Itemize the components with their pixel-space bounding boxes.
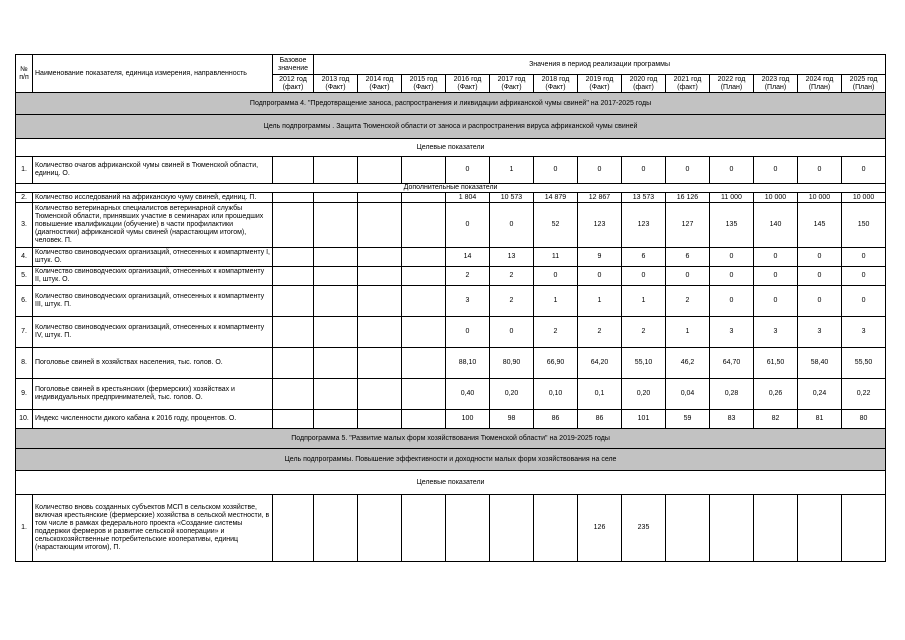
- value-cell: 0,20: [490, 379, 534, 410]
- value-cell: 2: [578, 317, 622, 348]
- value-cell: 135: [710, 203, 754, 248]
- col-base-header: Базовое значение: [273, 55, 314, 75]
- value-cell: [842, 495, 886, 562]
- value-cell: 0: [622, 157, 666, 184]
- value-cell: 0,26: [754, 379, 798, 410]
- value-cell: 0: [842, 267, 886, 286]
- value-cell: 0: [710, 157, 754, 184]
- row-number: 1.: [16, 495, 33, 562]
- value-cell: 2: [622, 317, 666, 348]
- value-cell: 11 000: [710, 193, 754, 203]
- value-cell: [402, 248, 446, 267]
- table-row: [16, 410, 886, 429]
- indicator-name: Количество свиноводческих организаций, отнесенных к компартменту IV, штук. П.: [33, 317, 273, 348]
- value-cell: 80,90: [490, 348, 534, 379]
- value-cell: [402, 286, 446, 317]
- value-cell: 11: [534, 248, 578, 267]
- value-cell: [402, 379, 446, 410]
- value-cell: [754, 495, 798, 562]
- value-cell: 98: [490, 410, 534, 429]
- value-cell: [273, 410, 314, 429]
- value-cell: 1: [622, 286, 666, 317]
- value-cell: 1 804: [446, 193, 490, 203]
- value-cell: [314, 267, 358, 286]
- value-cell: 0: [842, 248, 886, 267]
- value-cell: 0: [446, 203, 490, 248]
- value-cell: 0,24: [798, 379, 842, 410]
- value-cell: [358, 203, 402, 248]
- year-header-9: 2021 год (факт): [666, 75, 710, 93]
- value-cell: [314, 410, 358, 429]
- value-cell: 0: [754, 286, 798, 317]
- table-row: [16, 267, 886, 286]
- indicator-name: Поголовье свиней в хозяйствах населения, тыс. голов. О.: [33, 348, 273, 379]
- value-cell: [402, 157, 446, 184]
- row-number: 3.: [16, 203, 33, 248]
- value-cell: 100: [446, 410, 490, 429]
- value-cell: 0: [798, 267, 842, 286]
- value-cell: 3: [754, 317, 798, 348]
- value-cell: 86: [578, 410, 622, 429]
- value-cell: 10 000: [798, 193, 842, 203]
- value-cell: 0: [710, 248, 754, 267]
- subprogram-4-title: Подпрограмма 4. "Предотвращение заноса, распространения и ликвидации африканской чумы свиней" на 2017-2025 годы: [16, 93, 886, 115]
- value-cell: 0: [446, 157, 490, 184]
- indicators-table: [15, 54, 886, 562]
- value-cell: 2: [490, 286, 534, 317]
- col-values-header: Значения в период реализации программы: [314, 55, 886, 75]
- value-cell: 6: [622, 248, 666, 267]
- value-cell: 88,10: [446, 348, 490, 379]
- value-cell: 0: [842, 157, 886, 184]
- value-cell: 10 000: [754, 193, 798, 203]
- value-cell: [358, 410, 402, 429]
- value-cell: 86: [534, 410, 578, 429]
- value-cell: 1: [578, 286, 622, 317]
- row-number: 1.: [16, 157, 33, 184]
- value-cell: [273, 203, 314, 248]
- value-cell: [798, 495, 842, 562]
- year-header-5: 2017 год (Факт): [490, 75, 534, 93]
- value-cell: 1: [534, 286, 578, 317]
- value-cell: [358, 348, 402, 379]
- indicator-name: Количество вновь созданных субъектов МСП в сельском хозяйстве, включая крестьянские (фермерские) хозяйства в сельской местности, в том числе в рамках федерального проекта «Создание системы поддержки фермеров и развитие сельской кооперации» и сельскохозяйственные потребительские кооперативы, единиц (нарастающим итогом), П.: [33, 495, 273, 562]
- row-number: 8.: [16, 348, 33, 379]
- value-cell: 0: [798, 248, 842, 267]
- value-cell: 12 867: [578, 193, 622, 203]
- value-cell: 0: [798, 157, 842, 184]
- value-cell: 82: [754, 410, 798, 429]
- row-number: 10.: [16, 410, 33, 429]
- table-row: [16, 248, 886, 267]
- value-cell: [358, 286, 402, 317]
- value-cell: 1: [490, 157, 534, 184]
- indicator-name: Индекс численности дикого кабана к 2016 году, процентов. О.: [33, 410, 273, 429]
- row-number: 6.: [16, 286, 33, 317]
- col-name-header: Наименование показателя, единица измерения, направленность: [33, 55, 273, 93]
- row-number: 9.: [16, 379, 33, 410]
- value-cell: [402, 410, 446, 429]
- value-cell: 13: [490, 248, 534, 267]
- value-cell: 64,70: [710, 348, 754, 379]
- value-cell: [273, 379, 314, 410]
- value-cell: 0,22: [842, 379, 886, 410]
- year-header-10: 2022 год (План): [710, 75, 754, 93]
- value-cell: 61,50: [754, 348, 798, 379]
- value-cell: [314, 203, 358, 248]
- value-cell: 0: [754, 157, 798, 184]
- indicator-name: Количество исследований на африканскую чуму свиней, единиц. П.: [33, 193, 273, 203]
- value-cell: 123: [578, 203, 622, 248]
- value-cell: 16 126: [666, 193, 710, 203]
- value-cell: [446, 495, 490, 562]
- table-row: [16, 286, 886, 317]
- value-cell: 0,04: [666, 379, 710, 410]
- value-cell: 0: [754, 248, 798, 267]
- value-cell: 3: [842, 317, 886, 348]
- value-cell: 2: [534, 317, 578, 348]
- subprogram-5-title: Подпрограмма 5. "Развитие малых форм хозяйствования Тюменской области" на 2019-2025 годы: [16, 429, 886, 449]
- indicator-name: Количество ветеринарных специалистов ветеринарной службы Тюменской области, принявших участие в семинарах или прошедших повышение квалификации (обучение) в части профилактики (диагностики) африканской чумы свиней (нарастающим итогом), человек. П.: [33, 203, 273, 248]
- value-cell: [402, 267, 446, 286]
- value-cell: 0: [534, 267, 578, 286]
- year-header-6: 2018 год (Факт): [534, 75, 578, 93]
- value-cell: [490, 495, 534, 562]
- value-cell: 14: [446, 248, 490, 267]
- year-header-2: 2014 год (Факт): [358, 75, 402, 93]
- value-cell: 101: [622, 410, 666, 429]
- value-cell: 0: [666, 267, 710, 286]
- value-cell: 46,2: [666, 348, 710, 379]
- value-cell: 52: [534, 203, 578, 248]
- row-number: 7.: [16, 317, 33, 348]
- row-number: 5.: [16, 267, 33, 286]
- value-cell: 0: [534, 157, 578, 184]
- indicator-name: Количество свиноводческих организаций, отнесенных к компартменту III, штук. П.: [33, 286, 273, 317]
- value-cell: 0: [578, 267, 622, 286]
- table-row: [16, 193, 886, 203]
- value-cell: 59: [666, 410, 710, 429]
- value-cell: 0,40: [446, 379, 490, 410]
- value-cell: [273, 286, 314, 317]
- value-cell: [273, 248, 314, 267]
- value-cell: 83: [710, 410, 754, 429]
- value-cell: [402, 495, 446, 562]
- value-cell: 13 573: [622, 193, 666, 203]
- value-cell: [402, 317, 446, 348]
- value-cell: 2: [446, 267, 490, 286]
- sub4-target-label: Целевые показатели: [16, 139, 886, 157]
- year-header-0: 2012 год (факт): [273, 75, 314, 93]
- subprogram-4-goal: Цель подпрограммы . Защита Тюменской области от заноса и распространения вируса африканской чумы свиней: [16, 115, 886, 139]
- value-cell: 127: [666, 203, 710, 248]
- value-cell: [314, 248, 358, 267]
- value-cell: 55,50: [842, 348, 886, 379]
- value-cell: [273, 348, 314, 379]
- indicator-name: Количество свиноводческих организаций, отнесенных к компартменту I, штук. О.: [33, 248, 273, 267]
- value-cell: 10 000: [842, 193, 886, 203]
- value-cell: [358, 193, 402, 203]
- value-cell: [314, 495, 358, 562]
- row-number: 4.: [16, 248, 33, 267]
- value-cell: 0: [490, 203, 534, 248]
- value-cell: 0: [754, 267, 798, 286]
- value-cell: 0,1: [578, 379, 622, 410]
- value-cell: [358, 379, 402, 410]
- value-cell: 55,10: [622, 348, 666, 379]
- value-cell: 3: [798, 317, 842, 348]
- value-cell: 66,90: [534, 348, 578, 379]
- table-row: [16, 495, 886, 562]
- value-cell: 235: [622, 495, 666, 562]
- value-cell: 0,28: [710, 379, 754, 410]
- year-header-1: 2013 год (Факт): [314, 75, 358, 93]
- value-cell: [314, 157, 358, 184]
- value-cell: 126: [578, 495, 622, 562]
- value-cell: [273, 267, 314, 286]
- year-header-4: 2016 год (Факт): [446, 75, 490, 93]
- value-cell: 123: [622, 203, 666, 248]
- value-cell: [358, 495, 402, 562]
- year-header-7: 2019 год (Факт): [578, 75, 622, 93]
- value-cell: 2: [666, 286, 710, 317]
- value-cell: 14 879: [534, 193, 578, 203]
- value-cell: 0,20: [622, 379, 666, 410]
- value-cell: [358, 317, 402, 348]
- table-row: [16, 157, 886, 184]
- value-cell: 0: [622, 267, 666, 286]
- value-cell: [358, 267, 402, 286]
- value-cell: 150: [842, 203, 886, 248]
- year-header-11: 2023 год (План): [754, 75, 798, 93]
- value-cell: 9: [578, 248, 622, 267]
- value-cell: 3: [710, 317, 754, 348]
- value-cell: [314, 348, 358, 379]
- value-cell: 81: [798, 410, 842, 429]
- value-cell: 58,40: [798, 348, 842, 379]
- indicator-name: Поголовье свиней в крестьянских (фермерских) хозяйствах и индивидуальных предпринимателей, тыс. голов. О.: [33, 379, 273, 410]
- value-cell: 3: [446, 286, 490, 317]
- value-cell: [273, 317, 314, 348]
- table-row: [16, 348, 886, 379]
- value-cell: 10 573: [490, 193, 534, 203]
- value-cell: [666, 495, 710, 562]
- year-header-8: 2020 год (факт): [622, 75, 666, 93]
- value-cell: 0,10: [534, 379, 578, 410]
- value-cell: [402, 203, 446, 248]
- value-cell: 140: [754, 203, 798, 248]
- value-cell: [314, 286, 358, 317]
- value-cell: [314, 193, 358, 203]
- value-cell: 2: [490, 267, 534, 286]
- table-row: [16, 379, 886, 410]
- value-cell: 0: [842, 286, 886, 317]
- value-cell: 0: [710, 286, 754, 317]
- value-cell: [710, 495, 754, 562]
- value-cell: [402, 348, 446, 379]
- value-cell: 0: [710, 267, 754, 286]
- subprogram-5-goal: Цель подпрограммы. Повышение эффективности и доходности малых форм хозяйствования на селе: [16, 449, 886, 471]
- value-cell: [534, 495, 578, 562]
- value-cell: 0: [446, 317, 490, 348]
- value-cell: [314, 379, 358, 410]
- value-cell: 0: [666, 157, 710, 184]
- value-cell: [273, 157, 314, 184]
- value-cell: 6: [666, 248, 710, 267]
- value-cell: [402, 193, 446, 203]
- value-cell: 80: [842, 410, 886, 429]
- table-row: [16, 317, 886, 348]
- year-header-3: 2015 год (Факт): [402, 75, 446, 93]
- value-cell: [358, 248, 402, 267]
- table-row: [16, 203, 886, 248]
- value-cell: 0: [490, 317, 534, 348]
- value-cell: 0: [578, 157, 622, 184]
- value-cell: 145: [798, 203, 842, 248]
- indicator-name: Количество свиноводческих организаций, отнесенных к компартменту II, штук. О.: [33, 267, 273, 286]
- value-cell: [314, 317, 358, 348]
- year-header-13: 2025 год (План): [842, 75, 886, 93]
- value-cell: 1: [666, 317, 710, 348]
- value-cell: 0: [798, 286, 842, 317]
- indicator-name: Количество очагов африканской чумы свиней в Тюменской области, единиц. О.: [33, 157, 273, 184]
- value-cell: [358, 157, 402, 184]
- value-cell: [273, 495, 314, 562]
- col-num-header: № п/п: [16, 55, 33, 93]
- year-header-12: 2024 год (План): [798, 75, 842, 93]
- sub4-extra-label: Дополнительные показатели: [16, 184, 886, 193]
- row-number: 2.: [16, 193, 33, 203]
- value-cell: 64,20: [578, 348, 622, 379]
- value-cell: [273, 193, 314, 203]
- sub5-target-label: Целевые показатели: [16, 471, 886, 495]
